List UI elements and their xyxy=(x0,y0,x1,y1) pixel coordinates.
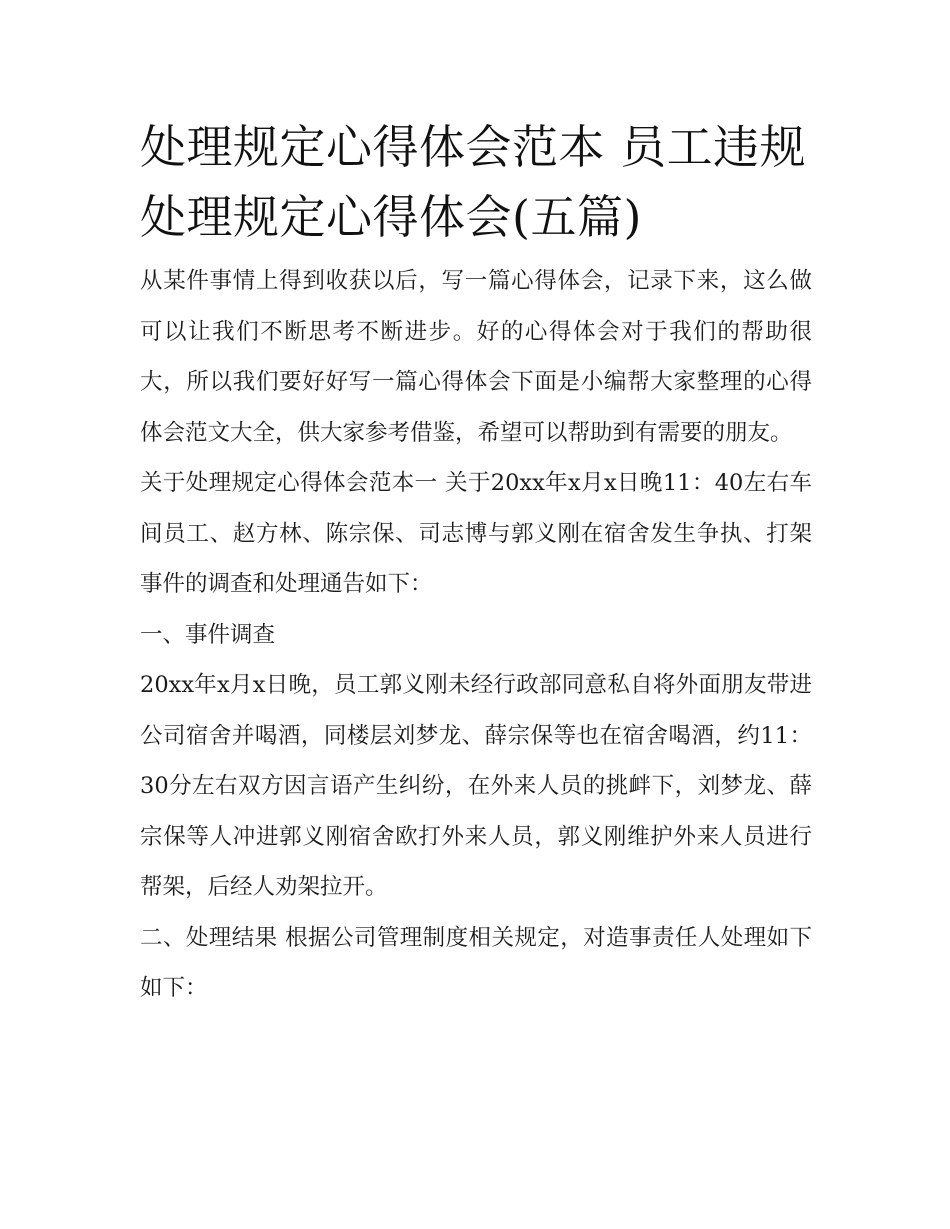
document-title: 处理规定心得体会范本 员工违规处理规定心得体会(五篇) xyxy=(140,120,807,244)
section-heading-investigation: 一、事件调查 xyxy=(140,621,276,648)
paragraph-investigation: 20xx年x月x日晚，员工郭义刚未经行政部同意私自将外面朋友带进公司宿舍并喝酒，同楼层刘梦龙、薛宗保等也在宿舍喝酒，约11：30分左右双方因言语产生纠纷，在外来人员的挑衅下，刘梦龙、薛宗保等人冲进郭义刚宿舍欧打外来人员，郭义刚维护外来人员进行帮架，后经人劝架拉开。 xyxy=(140,672,812,900)
paragraph-intro: 从某件事情上得到收获以后，写一篇心得体会，记录下来，这么做可以让我们不断思考不断进步。好的心得体会对于我们的帮助很大，所以我们要好好写一篇心得体会下面是小编帮大家整理的心得体会范文大全，供大家参考借鉴，希望可以帮助到有需要的朋友。 xyxy=(140,268,812,446)
document-content xyxy=(140,112,812,1014)
section-heading-result: 二、处理结果 根据公司管理制度相关规定，对造事责任人处理如下如下： xyxy=(140,924,812,1001)
paragraph-notice: 关于处理规定心得体会范本一 关于20xx年x月x日晚11：40左右车间员工、赵方林、陈宗保、司志博与郭义刚在宿舍发生争执、打架事件的调查和处理通告如下： xyxy=(140,470,812,597)
document-body xyxy=(140,256,812,1014)
